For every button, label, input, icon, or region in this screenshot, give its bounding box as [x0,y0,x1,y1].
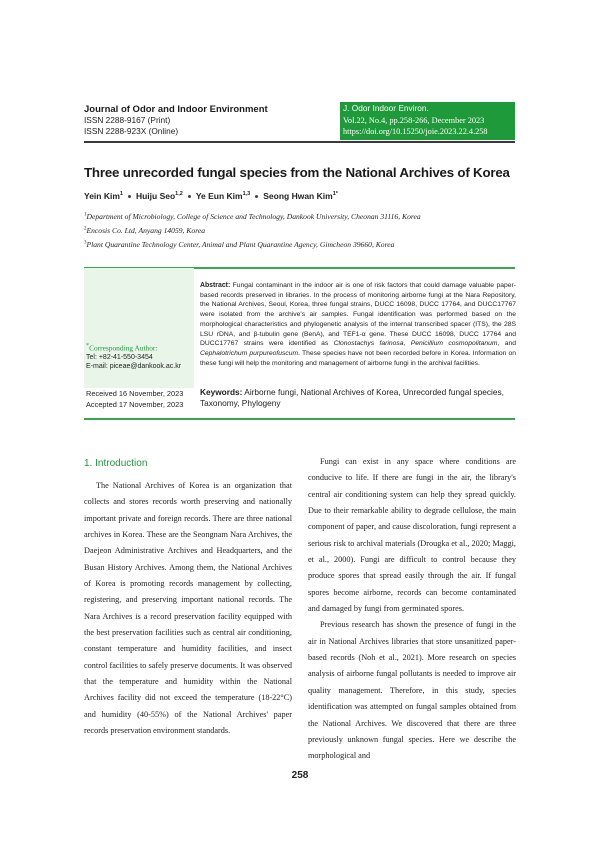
article-title: Three unrecorded fungal species from the National Archives of Korea [84,165,510,180]
journal-citation-box [340,102,515,140]
author-list [84,191,338,201]
paragraph: Previous research has shown the presence of fungi in the air in National Archives libraries that store unsanitized paper-based records (Noh et al., 2021). More research on species analysis of airborne fungal pollutants is needed to improve air quality management. Therefore, in this study, species identification was attempted on fungal samples obtained from the National Archives. We discovered that there are three previously unknown fungal species. Here we describe the morphological and [308,620,516,761]
volume-info: Vol.22, No.4, pp.258-266, December 2023 [343,115,485,125]
abstract-bottom-rule [84,418,515,420]
header-rule [84,141,515,143]
author-name: Yein Kim [84,191,120,201]
affiliation-mark: 1 [84,212,87,218]
affiliation-text: Plant Quarantine Technology Center, Animal and Plant Quarantine Agency, Gimcheon 39660, Korea [86,240,395,249]
abstract [200,281,516,368]
affiliation [84,212,524,221]
section-heading: 1. Introduction [84,458,148,469]
paragraph: The National Archives of Korea is an organization that collects and stores records worth preserving and nationally important private and foreign records. There are three national archives in Korea. These are the Seongnam Nara Archives, the Daejeon Administrative Archives and Headquarters, and the Busan History Archives. Among them, the National Archives of Korea is promoting records management by collecting, registering, and preserving important national records. The Nara Archives is a record preservation facility equipped with the best preservation facilities such as central air conditioning, constant temperature and humidity facilities, and insect control facilities to safely preserve documents. It was observed that the temperature and humidity within the National Archives facility did not exceed the temperature (18-22°C) and humidity (40-55%) of the National Archives' paper records preservation environment standards. [84,481,292,736]
author-affiliation-mark: 1* [332,191,338,198]
journal-name: Journal of Odor and Indoor Environment [84,104,268,115]
author-affiliation-mark: 1,2 [175,191,183,198]
corresponding-email[interactable]: E-mail: piceae@dankook.ac.kr [86,363,182,371]
corresponding-author: *Corresponding Author: Tel: +82-41-550-3454 E-mail: piceae@dankook.ac.kr [86,342,196,372]
affiliation-mark: 2 [84,226,87,232]
page-number: 258 [291,770,309,781]
species-name: Clonostachys farinosa [333,340,404,348]
journal-abbreviation: J. Odor Indoor Environ. [343,103,429,113]
author-name: Huiju Seo [135,191,176,201]
abstract-separator: , and [497,340,516,348]
affiliation-text: Department of Microbiology, College of Science and Technology, Dankook University, Cheonan 31116, Korea [86,212,421,221]
doi-link[interactable]: https://doi.org/10.15250/joie.2023.22.4.258 [343,127,488,136]
affiliation [84,226,524,235]
corresponding-label: Corresponding Author: [89,343,158,353]
corresponding-tel: Tel: +82-41-550-3454 [86,353,153,361]
issn-print: ISSN 2288-9167 (Print) [84,115,171,125]
author-name: Ye Eun Kim [195,191,243,201]
journal-info [84,104,334,137]
keywords-text: Airborne fungi, National Archives of Korea, Unrecorded fungal species, Taxonomy, Phylogeny [200,387,504,409]
received-date: Received 16 November, 2023 [86,389,184,398]
author-separator [255,195,258,198]
article-dates [86,388,196,410]
affiliation [84,240,524,249]
author-affiliation-mark: 1 [119,191,123,198]
paragraph: Fungi can exist in any space where conditions are conducive to life. If there are fungi in the air, the library's central air conditioning system can help they spread quickly. Due to their remarkable ability to degrade cellulose, the main component of paper, and cause discoloration, fungi represent a serious risk to archival materials (Drougka et al., 2020; Maggi, et al., 2000). Fungi are difficult to control because they produce spores that spread easily through the air. If fungal spores become airborne, records can become contaminated and damaged by fungi from germinated spores. [308,457,516,614]
keywords [200,387,520,410]
abstract-text: . These species have not been recorded before in Korea. Information on these fungi will help the monitoring and management of airborne fungi in the archival facilities. [200,349,516,367]
accepted-date: Accepted 17 November, 2023 [86,400,184,409]
body-column-left [84,478,292,740]
author-name: Seong Hwan Kim [263,191,333,201]
species-name: Penicillium cosmopolitanum [410,340,498,348]
issn-online: ISSN 2288-923X (Online) [84,126,179,136]
affiliation-text: Encosis Co. Ltd, Anyang 14059, Korea [86,226,206,235]
keywords-label: Keywords: [200,387,243,397]
affiliation-mark: 3 [84,240,87,246]
abstract-label: Abstract: [200,282,231,289]
author-affiliation-mark: 1,3 [242,191,251,198]
body-column-right [308,454,516,765]
abstract-text: Fungal contaminant in the indoor air is one of risk factors that could damage valuable paper-based records preserved in libraries. In the process of monitoring airborne fungi at the Nara Repository, the National Archives, Seoul, Korea, three fungal strains, DUCC 16098, DUCC 17764, and DUCC17767 were isolated from the archive's air samples. Fungal identification was performed based on the morphological characteristics and phylogenetic analysis of the internal transcribed spacer (ITS), the 28S LSU rDNA, and β-tubulin gene (BenA), and TEF1-α gene. These DUCC 16098, DUCC 17764 and DUCC17767 strains were identified as [200,282,516,348]
author-separator [188,195,191,198]
abstract-separator: , [403,340,411,348]
species-name: Cephalotrichum purpureofuscum [200,349,299,357]
author-separator [128,195,131,198]
